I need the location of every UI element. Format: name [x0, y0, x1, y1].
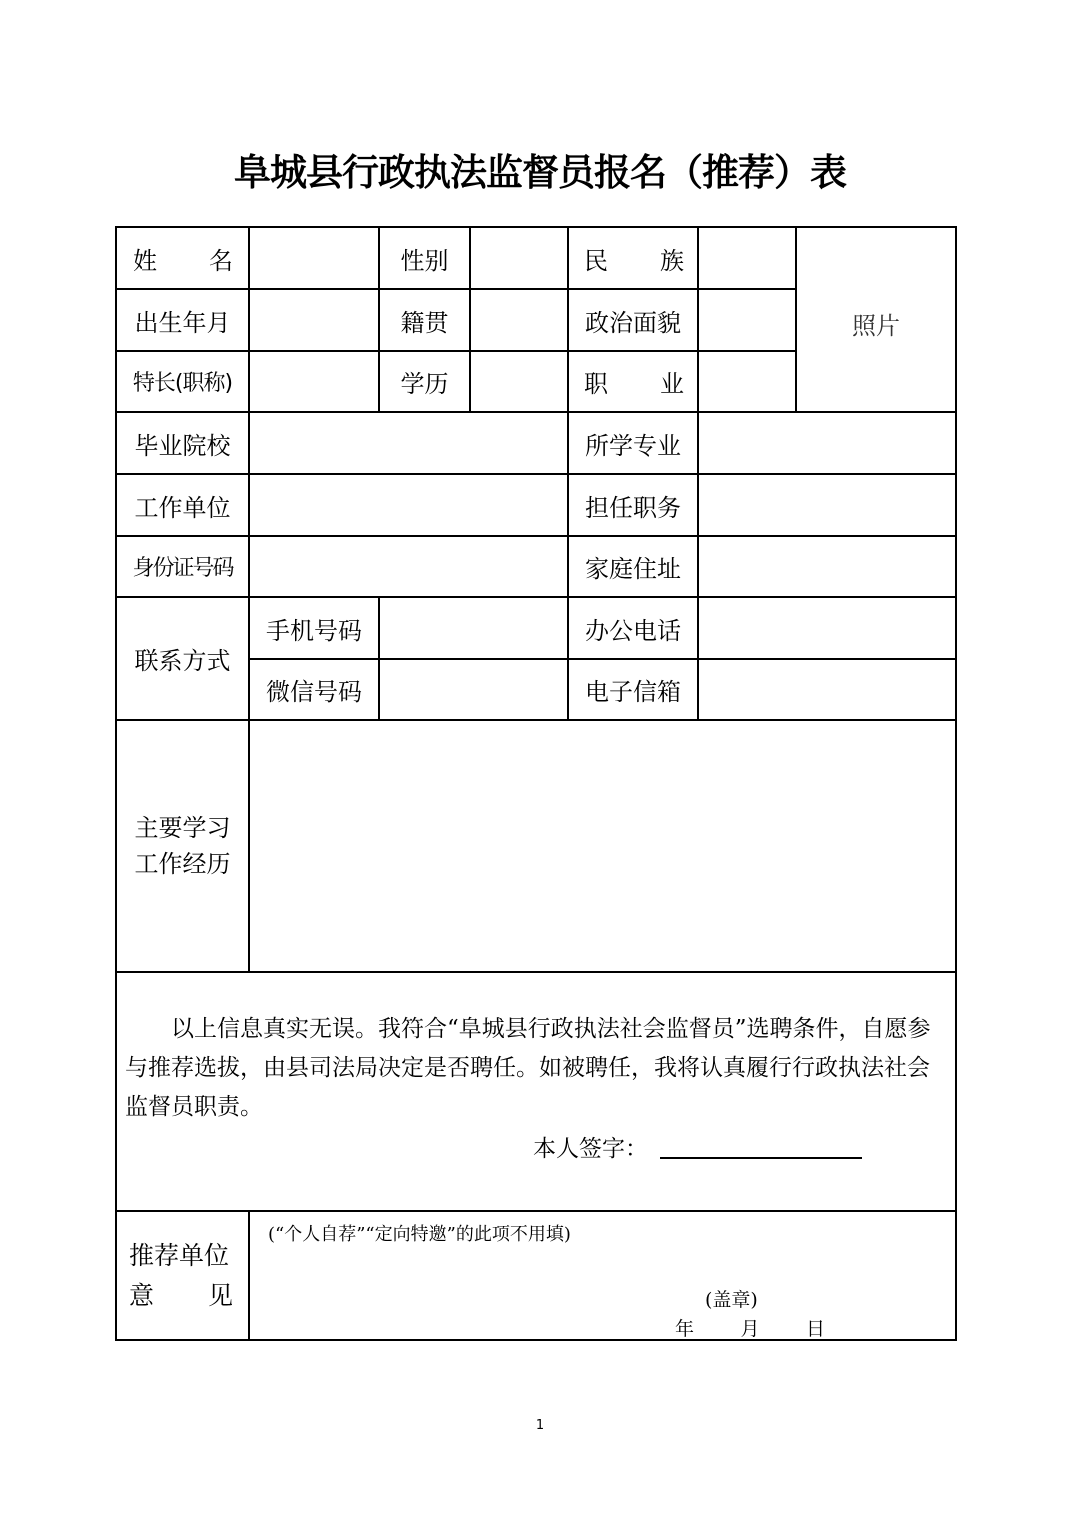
name-input-cell[interactable] [250, 228, 378, 288]
education-label: 学历 [400, 370, 449, 398]
office-phone-label: 办公电话 [585, 616, 681, 645]
email-label: 电子信箱 [585, 678, 681, 706]
office-phone-input-cell[interactable] [699, 598, 955, 658]
recommend-label-char2: 见 [207, 1281, 233, 1310]
month-label: 月 [740, 1318, 760, 1340]
signature-line[interactable] [660, 1157, 862, 1159]
row-divider [115, 971, 957, 973]
name-label-char1: 姓 [133, 246, 157, 275]
day-label: 日 [805, 1318, 825, 1340]
birth-label: 出生年月 [134, 308, 231, 337]
position-label: 担任职务 [585, 493, 681, 522]
recommend-label-char1: 意 [129, 1281, 155, 1310]
occupation-label [584, 352, 684, 411]
gender-label: 性别 [400, 246, 449, 275]
position-input-cell[interactable] [699, 475, 955, 535]
occupation-label-char1: 职 [584, 370, 608, 398]
mobile-input-cell[interactable] [380, 598, 567, 658]
name-label-char2: 名 [209, 246, 233, 275]
name-label [133, 228, 233, 288]
recommend-note: (“个人自荐”“定向特邀”的此项不用填) [268, 1224, 571, 1245]
address-input-cell[interactable] [699, 537, 955, 596]
history-input-area[interactable] [250, 721, 955, 971]
specialty-label: 特长(职称) [132, 371, 233, 396]
mobile-label: 手机号码 [266, 616, 362, 645]
native-place-input-cell[interactable] [471, 290, 567, 350]
birth-input-cell[interactable] [250, 290, 378, 350]
recommend-label-line2 [129, 1276, 239, 1316]
occupation-label-char2: 业 [660, 370, 684, 398]
ethnicity-label-char2: 族 [660, 246, 684, 275]
school-label: 毕业院校 [134, 431, 231, 460]
contact-label: 联系方式 [134, 647, 231, 675]
address-label: 家庭住址 [585, 555, 681, 583]
political-status-label: 政治面貌 [585, 308, 681, 337]
ethnicity-label [584, 228, 684, 288]
declaration-paragraph: 以上信息真实无误。我符合“阜城县行政执法社会监督员”选聘条件，自愿参与推荐选拔，由县司法局决定是否聘任。如被聘任，我将认真履行行政执法社会监督员职责。 [125, 1016, 931, 1120]
declaration-text [125, 1010, 947, 1127]
education-input-cell[interactable] [471, 352, 567, 411]
school-input-cell[interactable] [250, 413, 567, 473]
employer-label: 工作单位 [134, 493, 231, 522]
native-place-label: 籍贯 [400, 308, 449, 337]
political-status-input-cell[interactable] [699, 290, 795, 350]
page-number: 1 [535, 1418, 545, 1433]
email-input-cell[interactable] [699, 660, 955, 719]
history-label [117, 721, 248, 971]
major-label: 所学专业 [585, 431, 681, 460]
column-divider [795, 226, 797, 412]
gender-input-cell[interactable] [471, 228, 567, 288]
recommend-label [129, 1212, 239, 1340]
seal-label: (盖章) [705, 1289, 758, 1311]
id-number-label: 身份证号码 [132, 556, 233, 581]
wechat-input-cell[interactable] [380, 660, 567, 719]
history-label-line2: 工作经历 [134, 850, 231, 878]
major-input-cell[interactable] [699, 413, 955, 473]
recommend-opinion-area[interactable] [250, 1250, 670, 1330]
form-title: 阜城县行政执法监督员报名（推荐）表 [234, 150, 846, 194]
occupation-input-cell[interactable] [699, 352, 795, 411]
ethnicity-input-cell[interactable] [699, 228, 795, 288]
id-number-input-cell[interactable] [250, 537, 567, 596]
year-label: 年 [675, 1318, 695, 1340]
date-fields [675, 1314, 825, 1341]
specialty-input-cell[interactable] [250, 352, 378, 411]
signature-label: 本人签字： [533, 1136, 648, 1162]
employer-input-cell[interactable] [250, 475, 567, 535]
row-divider [115, 1210, 957, 1212]
photo-placeholder-label: 照片 [852, 312, 900, 340]
wechat-label: 微信号码 [266, 678, 362, 706]
recommend-label-line1: 推荐单位 [129, 1241, 230, 1270]
history-label-line1: 主要学习 [134, 814, 231, 842]
ethnicity-label-char1: 民 [584, 246, 608, 275]
